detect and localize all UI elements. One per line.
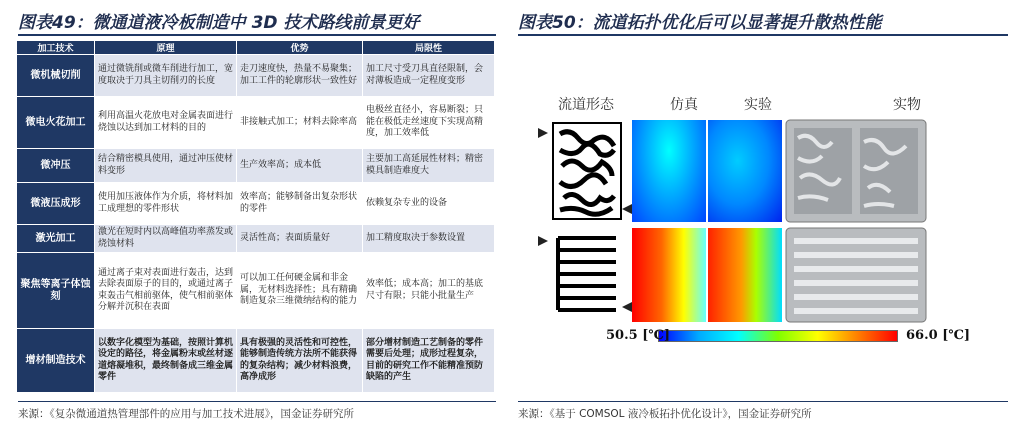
table-row (17, 183, 495, 225)
table-row (17, 253, 495, 329)
label-physical: 实物 (893, 97, 921, 113)
limit-cell: 依赖复杂专业的设备 (363, 183, 495, 225)
inlet-arrow-icon (538, 236, 548, 246)
limit-cell: 效率低；成本高；加工的基底尺寸有限；只能小批量生产 (363, 253, 495, 329)
principle-cell: 使用加压液体作为介质，将材料加工成理想的零件形状 (95, 183, 237, 225)
figure-49-title: 图表49：微通道液冷板制造中 3D 技术路线前景更好 (18, 13, 420, 33)
table-row (17, 225, 495, 253)
figure-50-source: 来源：《基于 COMSOL 液冷板拓扑优化设计》，国金证券研究所 (518, 408, 812, 420)
col-header: 优势 (237, 41, 363, 55)
advantage-cell: 具有极强的灵活性和可控性，能够制造传统方法所不能获得的复杂结构；减少材料浪费，高净成形 (237, 329, 363, 393)
advantage-cell: 可以加工任何硬金属和非金属，无材料选择性；具有精确制造复杂三维微纳结构的能力 (237, 253, 363, 329)
tech-name: 微电火花加工 (17, 97, 95, 149)
outlet-arrow-icon (622, 302, 632, 312)
principle-cell: 激光在短时内以高峰值功率蒸发或烧蚀材料 (95, 225, 237, 253)
principle-cell: 利用高温火花放电对金属表面进行烧蚀以达到加工材料的目的 (95, 97, 237, 149)
source-rule (518, 401, 1008, 402)
colorbar-min-label: 50.5 [℃] (606, 328, 671, 343)
tech-name: 微冲压 (17, 149, 95, 183)
advantage-cell: 效率高；能够制备出复杂形状的零件 (237, 183, 363, 225)
simulation-heatmap-topology (632, 120, 706, 222)
tech-name: 激光加工 (17, 225, 95, 253)
table-row (17, 55, 495, 97)
source-rule (18, 401, 496, 402)
figure-49-source: 来源：《复杂微通道热管理部件的应用与加工技术进展》，国金证券研究所 (18, 408, 354, 420)
tech-name: 增材制造技术 (17, 329, 95, 393)
experiment-heatmap-topology (708, 120, 782, 222)
tech-name: 微机械切削 (17, 55, 95, 97)
table-row (17, 97, 495, 149)
figure-50-title: 图表50：流道拓扑优化后可以显著提升散热性能 (518, 13, 882, 33)
limit-cell: 加工尺寸受刀具直径限制，会对薄板造成一定程度变形 (363, 55, 495, 97)
colorbar-max-label: 66.0 [℃] (906, 328, 971, 343)
advantage-cell: 灵活性高；表面质量好 (237, 225, 363, 253)
principle-cell: 通过微铣削或微车削进行加工，宽度取决于刀具主切削刃的长度 (95, 55, 237, 97)
simulation-heatmap-straight (632, 228, 706, 322)
topology-channel-pattern (552, 122, 622, 220)
table-row (17, 149, 495, 183)
col-header: 局限性 (363, 41, 495, 55)
table-header-row (17, 41, 495, 55)
label-experiment: 实验 (744, 97, 772, 113)
physical-plate-straight (784, 226, 934, 324)
advantage-cell: 生产效率高；成本低 (237, 149, 363, 183)
physical-plate-topology (784, 118, 934, 224)
principle-cell: 通过离子束对表面进行轰击，达到去除表面原子的目的，或通过离子束轰击气相前驱体，使气相前驱体分解并沉积在表面 (95, 253, 237, 329)
topology-figure (518, 40, 1008, 402)
tech-name: 微液压成形 (17, 183, 95, 225)
table-row (17, 329, 495, 393)
principle-cell: 结合精密模具使用，通过冲压使材料变形 (95, 149, 237, 183)
advantage-cell: 非接触式加工；材料去除率高 (237, 97, 363, 149)
label-channel-shape: 流道形态 (558, 97, 614, 113)
limit-cell: 部分增材制造工艺制备的零件需要后处理；成形过程复杂，目前的研究工作不能精准预防缺陷的产生 (363, 329, 495, 393)
limit-cell: 电极丝直径小，容易断裂；只能在极低走丝速度下实现高精度，加工效率低 (363, 97, 495, 149)
experiment-heatmap-straight (708, 228, 782, 322)
outlet-arrow-icon (622, 204, 632, 214)
tech-name: 聚焦等离子体蚀刻 (17, 253, 95, 329)
col-header: 原理 (95, 41, 237, 55)
label-simulation: 仿真 (670, 97, 698, 113)
principle-cell: 以数字化模型为基础，按照计算机设定的路径，将金属粉末或丝材逐道熔凝堆积，最终制备成三维金属零件 (95, 329, 237, 393)
advantage-cell: 走刀速度快，热量不易聚集；加工工件的轮廓形状一致性好 (237, 55, 363, 97)
limit-cell: 加工精度取决于参数设置 (363, 225, 495, 253)
straight-channel-pattern (552, 230, 622, 320)
col-header: 加工技术 (17, 41, 95, 55)
machining-tech-table (16, 40, 495, 393)
title-rule (18, 34, 496, 36)
inlet-arrow-icon (538, 128, 548, 138)
limit-cell: 主要加工高延展性材料；精密模具制造难度大 (363, 149, 495, 183)
title-rule (518, 34, 1008, 36)
temperature-colorbar (658, 330, 898, 342)
